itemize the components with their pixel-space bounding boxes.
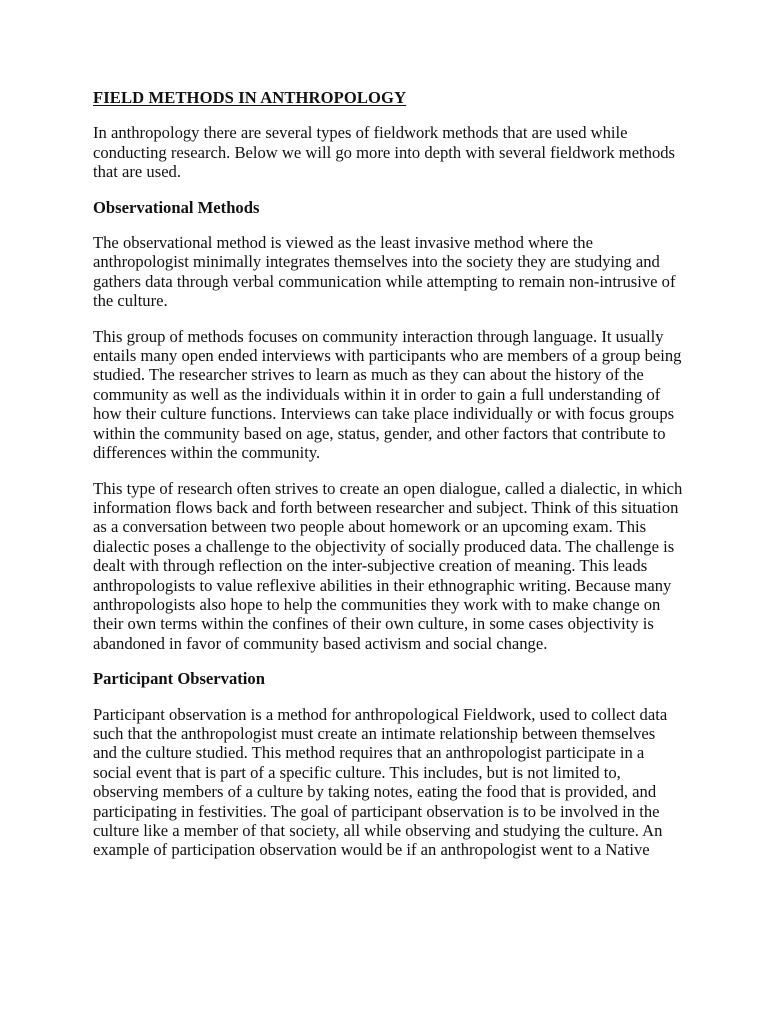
- paragraph: The observational method is viewed as the least invasive method where the anthropologist minimally integrates themselves into the society they are studying and gathers data through verbal communication while attempting to remain non-intrusive of the culture.: [93, 233, 676, 311]
- document-page: [93, 88, 683, 876]
- paragraph: Participant observation is a method for anthropological Fieldwork, used to collect data such that the anthropologist must create an intimate relationship between themselves and the culture studied. This method requires that an anthropologist participate in a social event that is part of a specific culture. This includes, but is not limited to, observing members of a culture by taking notes, eating the food that is provided, and participating in festivities. The goal of participant observation is to be involved in the culture like a member of that society, all while observing and studying the culture. An example of participation observation would be if an anthropologist went to a Native: [93, 704, 668, 860]
- paragraph: This group of methods focuses on community interaction through language. It usually entails many open ended interviews with participants who are members of a group being studied. The researcher strives to learn as much as they can about the history of the community as well as the individuals within it in order to gain a full understanding of how their culture functions. Interviews can take place individually or with focus groups within the community based on age, status, gender, and other factors that contribute to differences within the community.: [93, 326, 682, 463]
- section-heading-observational-methods: Observational Methods: [93, 197, 260, 217]
- document-title: FIELD METHODS IN ANTHROPOLOGY: [93, 88, 407, 107]
- intro-paragraph: In anthropology there are several types of fieldwork methods that are used while conducting research. Below we will go more into depth with several fieldwork methods that are used.: [93, 123, 676, 182]
- paragraph: This type of research often strives to create an open dialogue, called a dialectic, in which information flows back and forth between researcher and subject. Think of this situation as a conversation between two people about homework or an upcoming exam. This dialectic poses a challenge to the objectivity of socially produced data. The challenge is dealt with through reflection on the inter-subjective creation of meaning. This leads anthropologists to value reflexive abilities in their ethnographic writing. Because many anthropologists also hope to help the communities they work with to make change on their own terms within the confines of their own culture, in some cases objectivity is abandoned in favor of community based activism and social change.: [93, 478, 683, 653]
- section-heading-participant-observation: Participant Observation: [93, 669, 265, 689]
